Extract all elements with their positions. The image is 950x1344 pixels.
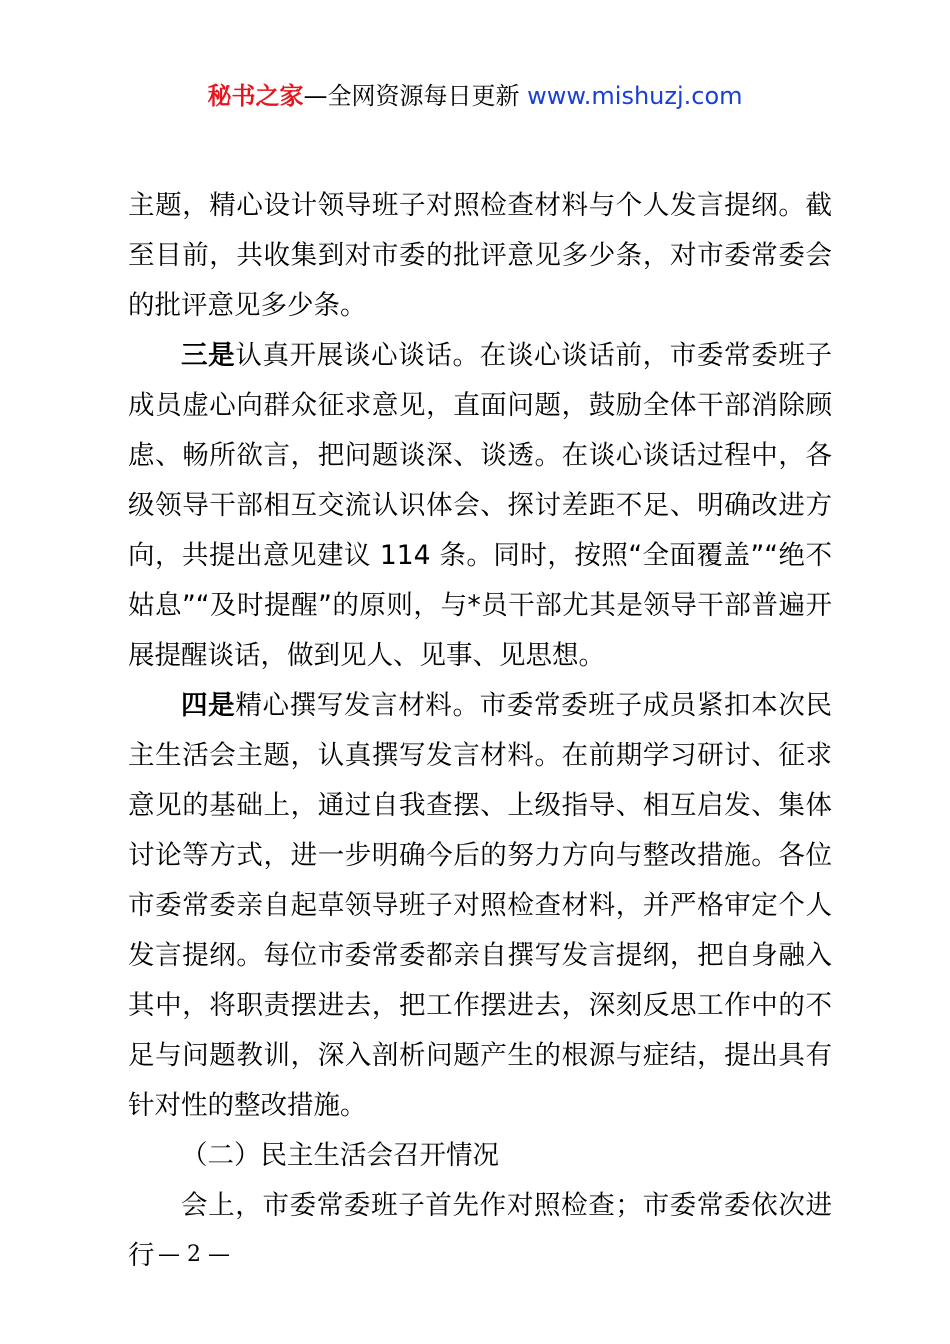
item-four-lead: 四是 (181, 690, 236, 721)
site-url-link[interactable]: www.mishuzj.com (527, 82, 743, 110)
site-brand: 秘书之家 (207, 82, 304, 110)
paragraph-item-four (128, 681, 832, 1131)
item-three-lead: 三是 (181, 340, 236, 371)
paragraph-item-three (128, 331, 832, 681)
item-three-text: 认真开展谈心谈话。在谈心谈话前，市委常委班子成员虚心向群众征求意见，直面问题，鼓励全体干部消除顾虑、畅所欲言，把问题谈深、谈透。在谈心谈话过程中，各级领导干部相互交流认识体会、探讨差距不足、明确改进方向，共提出意见建议 114 条。同时，按照“全面覆盖”“绝不姑息”“及时提醒”的原则，与*员干部尤其是领导干部普遍开展提醒谈话，做到见人、见事、见思想。 (128, 340, 833, 671)
page-number: — 2 — (158, 1242, 230, 1267)
section-heading: （二）民主生活会召开情况 (181, 1140, 499, 1171)
site-tagline: —全网资源每日更新 (303, 82, 520, 110)
paragraph-continued: 主题，精心设计领导班子对照检查材料与个人发言提纲。截至目前，共收集到对市委的批评意见多少条，对市委常委会的批评意见多少条。 (128, 190, 832, 321)
item-four-text: 精心撰写发言材料。市委常委班子成员紧扣本次民主生活会主题，认真撰写发言材料。在前期学习研讨、征求意见的基础上，通过自我查摆、上级指导、相互启发、集体讨论等方式，进一步明确今后的努力方向与整改措施。各位市委常委亲自起草领导班子对照检查材料，并严格审定个人发言提纲。每位市委常委都亲自撰写发言提纲，把自身融入其中，将职责摆进去，把工作摆进去，深刻反思工作中的不足与问题教训，深入剖析问题产生的根源与症结，提出具有针对性的整改措施。 (128, 690, 833, 1121)
document-body (128, 181, 832, 1281)
site-banner (0, 78, 950, 114)
paragraph-meeting: 会上，市委常委班子首先作对照检查；市委常委依次进行 (128, 1190, 832, 1271)
